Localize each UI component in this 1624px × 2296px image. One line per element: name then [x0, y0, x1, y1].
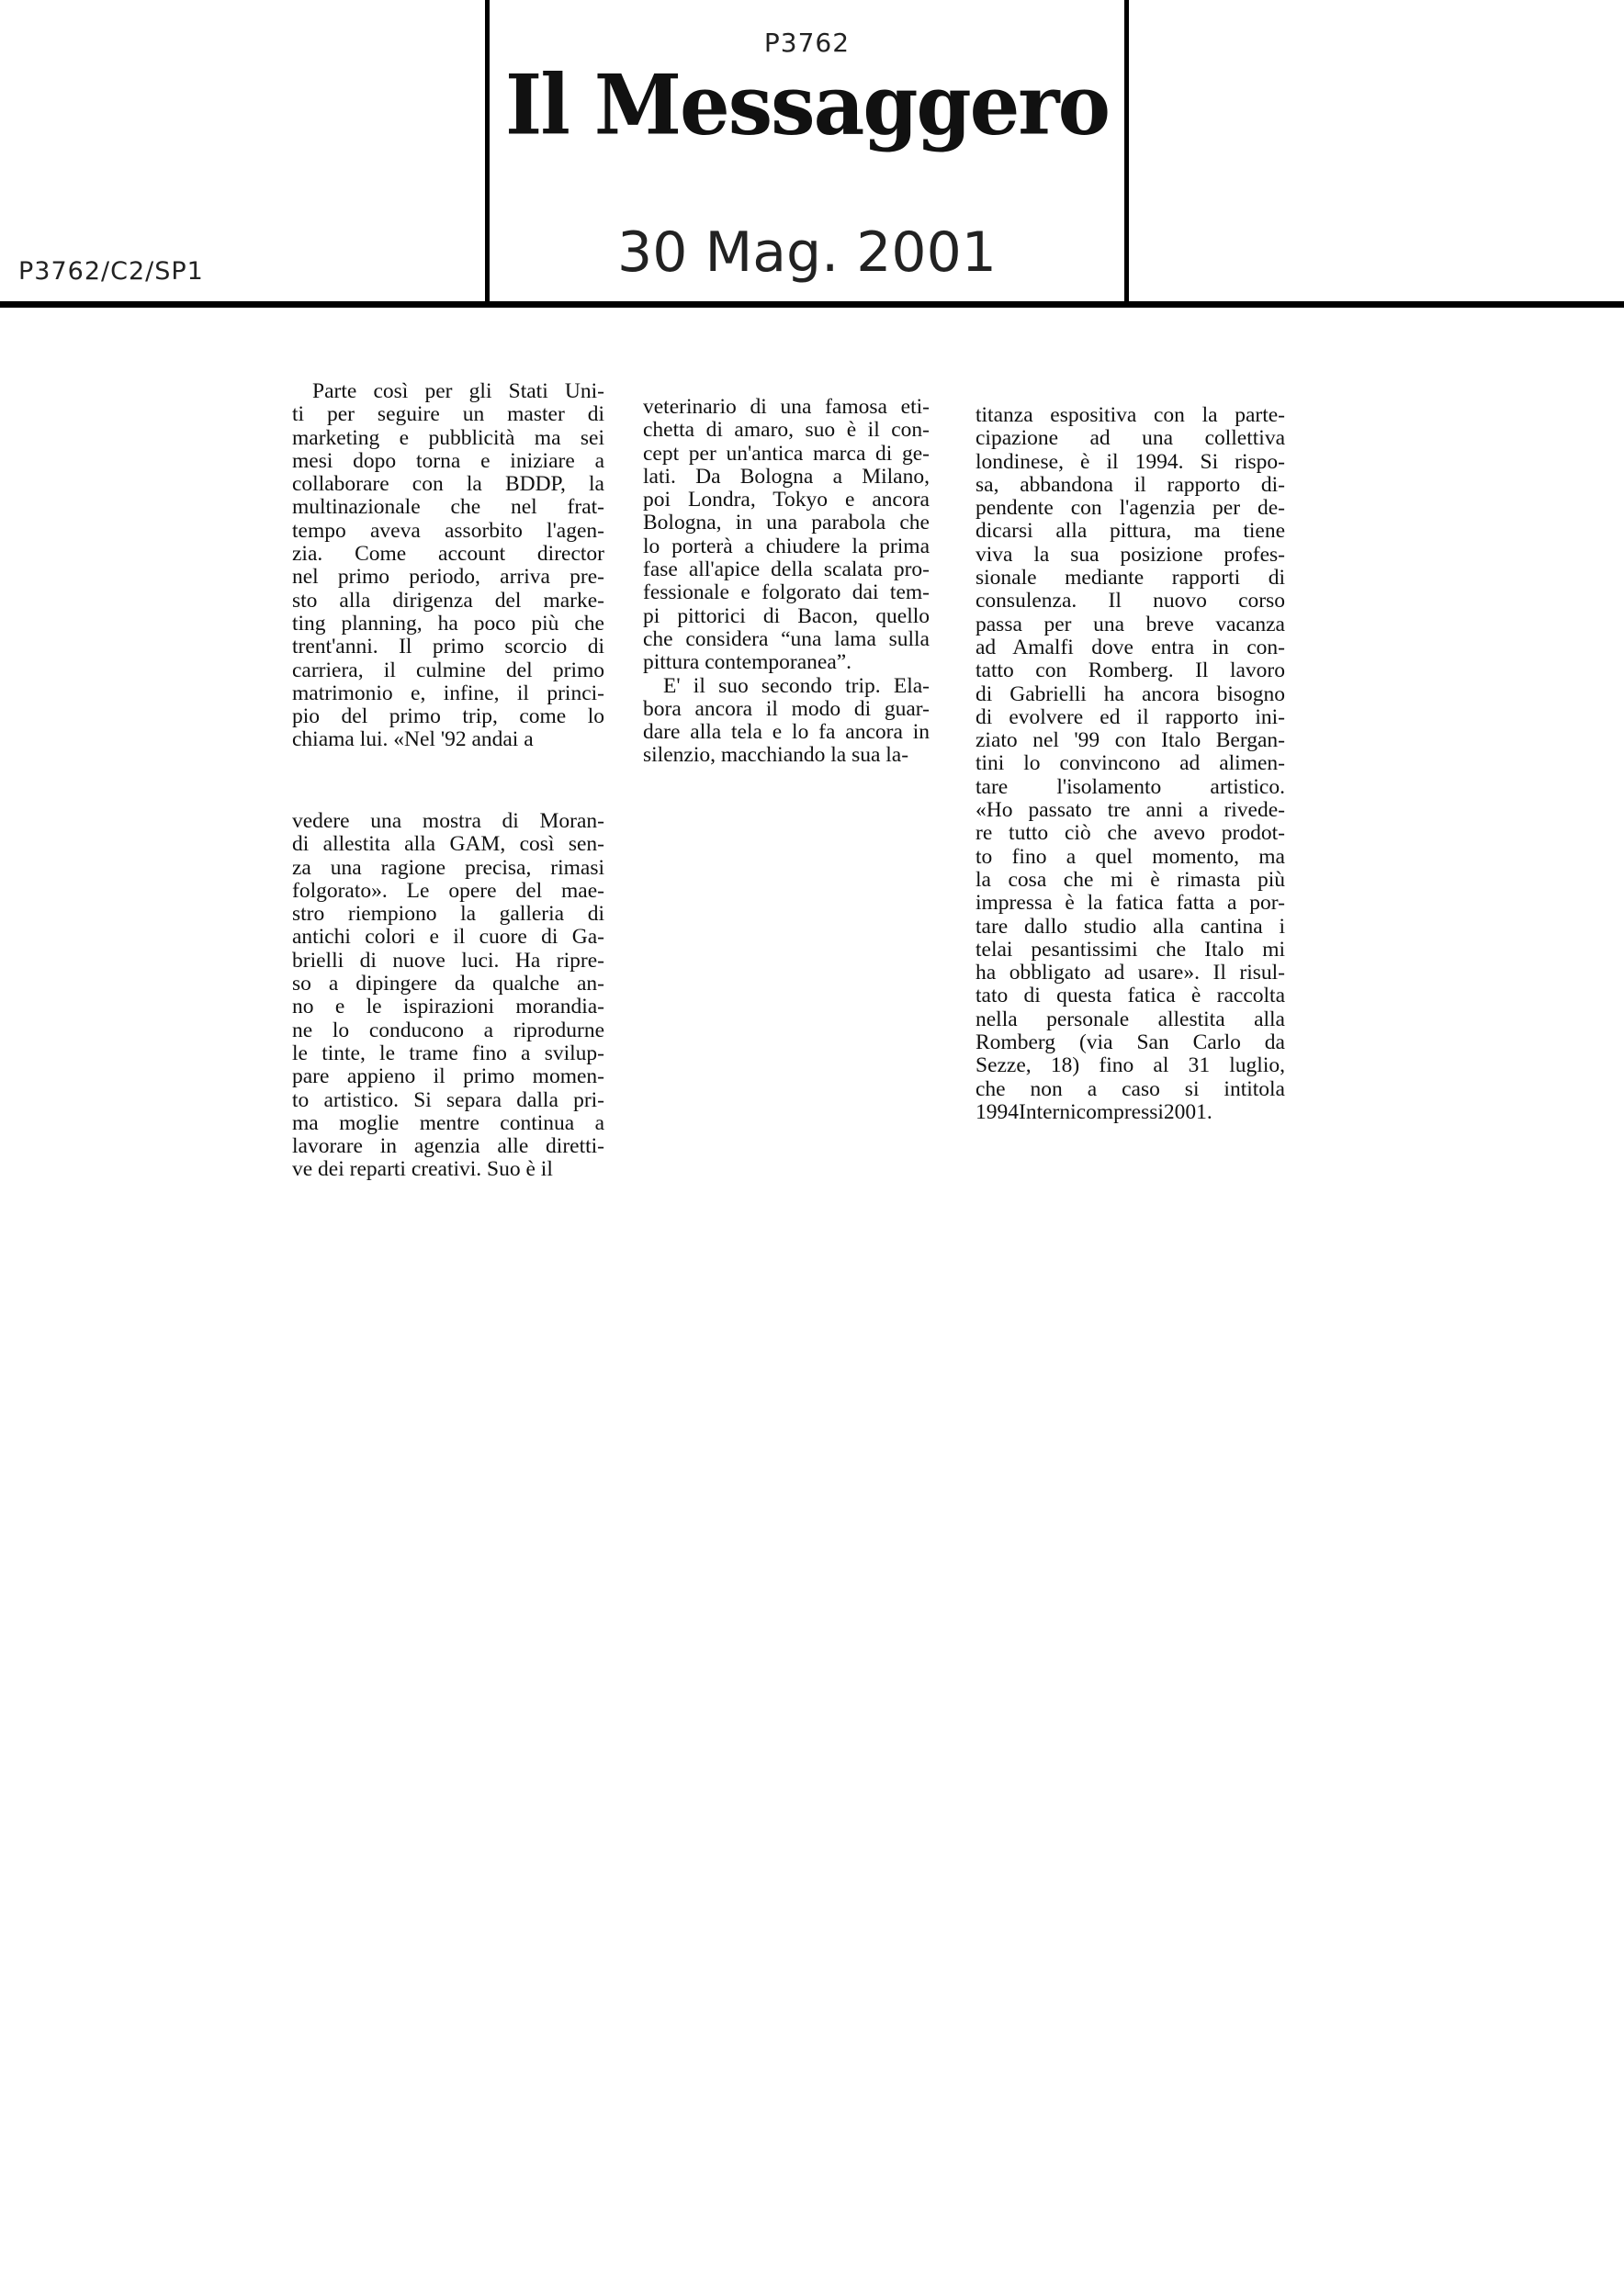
article-column-1	[292, 380, 604, 752]
text-line: impressa è la fatica fatta a por-	[976, 891, 1285, 916]
text-line: fessionale e folgorato dai tem-	[643, 580, 930, 605]
text-line: cipazione ad una collettiva	[976, 426, 1285, 451]
text-line: multinazionale che nel frat-	[292, 495, 604, 520]
text-line: tare dallo studio alla cantina i	[976, 914, 1285, 939]
text-line: la cosa che mi è rimasta più	[976, 867, 1285, 892]
text-line: Sezze, 18) fino al 31 luglio,	[976, 1053, 1285, 1078]
text-line: «Ho passato tre anni a rivede-	[976, 798, 1285, 823]
text-line: to artistico. Si separa dalla pri-	[292, 1087, 604, 1112]
text-line: to fino a quel momento, ma	[976, 844, 1285, 869]
text-line: ting planning, ha poco più che	[292, 611, 604, 636]
text-line: pare appieno il primo momen-	[292, 1064, 604, 1089]
text-line: bora ancora il modo di guar-	[643, 696, 930, 721]
text-line: 1994Internicompressi2001.	[976, 1099, 1212, 1124]
text-line: ma moglie mentre continua a	[292, 1110, 604, 1135]
text-line: veterinario di una famosa eti-	[643, 395, 930, 419]
text-line: tatto con Romberg. Il lavoro	[976, 658, 1285, 683]
text-line: matrimonio e, infine, il princi-	[292, 681, 604, 705]
text-line: sto alla dirigenza del marke-	[292, 588, 604, 613]
header-divider-right	[1124, 0, 1129, 305]
article-column-3	[976, 404, 1285, 1124]
text-line: tare l'isolamento artistico.	[976, 774, 1285, 799]
text-line: ad Amalfi dove entra in con-	[976, 635, 1285, 659]
text-line: tempo aveva assorbito l'agen-	[292, 518, 604, 543]
text-line: no e le ispirazioni morandia-	[292, 995, 604, 1019]
header-rule	[0, 301, 1624, 308]
text-line: za una ragione precisa, rimasi	[292, 855, 604, 880]
text-line: dare alla tela e lo fa ancora in	[643, 720, 930, 745]
text-line: so a dipingere da qualche an-	[292, 972, 604, 996]
text-line: re tutto ciò che avevo prodot-	[976, 821, 1285, 846]
clipping-code-left: P3762/C2/SP1	[18, 257, 204, 286]
text-line: di Gabrielli ha ancora bisogno	[976, 681, 1285, 706]
text-line: marketing e pubblicità ma sei	[292, 425, 604, 450]
text-line: lo porterà a chiudere la prima	[643, 534, 930, 558]
text-line: poi Londra, Tokyo e ancora	[643, 488, 930, 512]
publication-date: 30 Mag. 2001	[617, 220, 997, 285]
text-line: lati. Da Bologna a Milano,	[643, 464, 930, 489]
article-column-2	[643, 396, 930, 768]
text-line: sa, abbandona il rapporto di-	[976, 472, 1285, 497]
text-line: lavorare in agenzia alle diretti-	[292, 1134, 604, 1159]
text-line: di allestita alla GAM, così sen-	[292, 832, 604, 857]
article-column-1-continued	[292, 810, 604, 1182]
text-line: E' il suo secondo trip. Ela-	[663, 673, 930, 698]
text-line: pittura contemporanea”.	[643, 650, 852, 675]
header-divider-left	[485, 0, 490, 305]
text-line: che considera “una lama sulla	[643, 626, 930, 651]
text-line: mesi dopo torna e iniziare a	[292, 448, 604, 473]
text-line: sionale mediante rapporti di	[976, 566, 1285, 591]
text-line: nel primo periodo, arriva pre-	[292, 565, 604, 590]
text-line: tato di questa fatica è raccolta	[976, 984, 1285, 1008]
text-line: collaborare con la BDDP, la	[292, 472, 604, 497]
text-line: viva la sua posizione profes-	[976, 542, 1285, 567]
text-line: chetta di amaro, suo è il con-	[643, 418, 930, 443]
text-line: ve dei reparti creativi. Suo è il	[292, 1157, 553, 1182]
newspaper-masthead: Il Messaggero	[505, 56, 1109, 154]
text-line: pi pittorici di Bacon, quello	[643, 603, 930, 628]
text-line: passa per una breve vacanza	[976, 612, 1285, 636]
clipping-header	[0, 0, 1624, 308]
clipping-code-top: P3762	[763, 28, 851, 58]
text-line: titanza espositiva con la parte-	[976, 403, 1285, 427]
text-line: Bologna, in una parabola che	[643, 511, 930, 535]
text-line: cept per un'antica marca di ge-	[643, 441, 930, 466]
text-line: vedere una mostra di Moran-	[292, 809, 604, 833]
text-line: dicarsi alla pittura, ma tiene	[976, 519, 1285, 544]
text-line: londinese, è il 1994. Si rispo-	[976, 449, 1285, 474]
text-line: ziato nel '99 con Italo Bergan-	[976, 728, 1285, 753]
text-line: fase all'apice della scalata pro-	[643, 557, 930, 582]
text-line: stro riempiono la galleria di	[292, 902, 604, 927]
text-line: pio del primo trip, come lo	[292, 704, 604, 729]
text-line: brielli di nuove luci. Ha ripre-	[292, 948, 604, 973]
text-line: ne lo conducono a riprodurne	[292, 1018, 604, 1042]
text-line: tini lo convincono ad alimen-	[976, 751, 1285, 776]
text-line: folgorato». Le opere del mae-	[292, 878, 604, 903]
text-line: carriera, il culmine del primo	[292, 658, 604, 682]
text-line: che non a caso si intitola	[976, 1076, 1285, 1101]
text-line: zia. Come account director	[292, 542, 604, 567]
text-line: Parte così per gli Stati Uni-	[312, 379, 604, 403]
text-line: ti per seguire un master di	[292, 402, 604, 427]
text-line: ha obbligato ad usare». Il risul-	[976, 961, 1285, 985]
text-line: di evolvere ed il rapporto ini-	[976, 704, 1285, 729]
text-line: antichi colori e il cuore di Ga-	[292, 925, 604, 950]
text-line: telai pesantissimi che Italo mi	[976, 937, 1285, 962]
text-line: Romberg (via San Carlo da	[976, 1030, 1285, 1055]
text-line: silenzio, macchiando la sua la-	[643, 743, 909, 768]
text-line: trent'anni. Il primo scorcio di	[292, 635, 604, 659]
text-line: nella personale allestita alla	[976, 1007, 1285, 1031]
text-line: pendente con l'agenzia per de-	[976, 496, 1285, 521]
text-line: chiama lui. «Nel '92 andai a	[292, 727, 534, 752]
text-line: le tinte, le trame fino a svilup-	[292, 1041, 604, 1065]
text-line: consulenza. Il nuovo corso	[976, 589, 1285, 613]
